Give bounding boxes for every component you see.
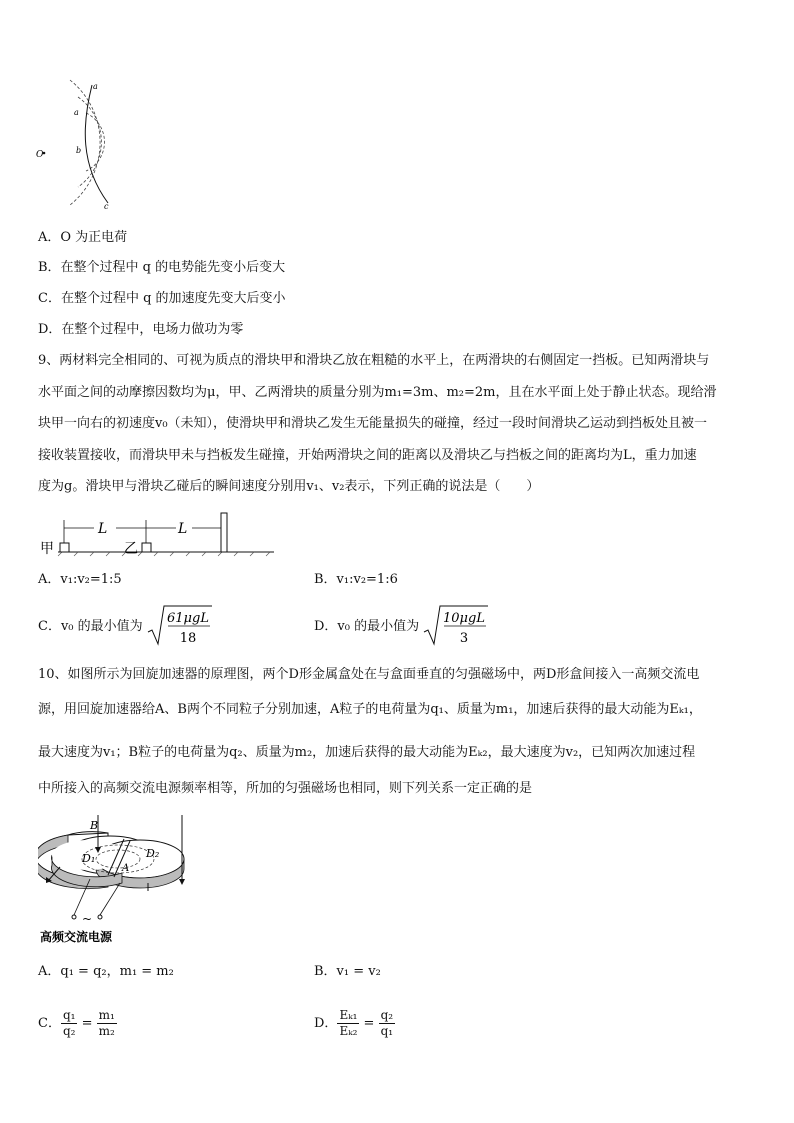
q8-option-c: C．在整个过程中 q 的加速度先变大后变小 <box>38 291 286 306</box>
q8-option-d: D．在整个过程中，电场力做功为零 <box>38 322 244 337</box>
q9-text-line: 9、两材料完全相同的、可视为质点的滑块甲和滑块乙放在粗糙的水平上，在两滑块的右侧固定一挡板。已知两滑块与 <box>38 353 710 368</box>
q10-label-a: A <box>122 863 130 874</box>
q10-option-d-prefix: D． <box>314 1016 338 1031</box>
q10-text-line: 中所接入的高频交流电源频率相等，所加的匀强磁场也相同，则下列关系一定正确的是 <box>38 781 533 796</box>
q10-option-d-frac-left: $\frac{\text{Eₖ₁}}{\text{Eₖ₂}}$ <box>339 1008 358 1038</box>
q9-option-d-sqrt <box>422 604 490 648</box>
q9-label-l2: L <box>178 521 188 537</box>
q8-label-o: O <box>36 150 44 160</box>
q9-option-d-num: 10μgL <box>443 611 485 626</box>
q10-option-c-frac-right: $\frac{\text{m₁}}{\text{m₂}}$ <box>98 1008 115 1038</box>
q10-option-b: B．v₁ = v₂ <box>314 964 381 979</box>
q9-text-line: 接收装置接收，而滑块甲未与挡板发生碰撞，开始两滑块之间的距离以及滑块乙与挡板之间的距离均为L，重力加速 <box>38 448 697 463</box>
q10-label-b: B <box>90 819 99 832</box>
q8-option-a: A．O 为正电荷 <box>38 230 128 245</box>
q9-option-d <box>314 617 419 637</box>
q10-text-line: 10、如图所示为回旋加速器的原理图，两个D形金属盒处在与盒面垂直的匀强磁场中，两D形盒间接入一高频交流电 <box>38 667 700 682</box>
q10-option-c: C． $\frac{\text{q₁}}{\text{q₂}}$ = $\frac{\text{m₁}}{\text{m₂}}$ <box>38 1008 115 1038</box>
q9-label-l1: L <box>98 521 108 537</box>
q8-field-figure <box>30 75 140 210</box>
q9-text-line: 水平面之间的动摩擦因数均为μ，甲、乙两滑块的质量分别为m₁=3m、m₂=2m，且在水平面上处于静止状态。现给滑 <box>38 385 717 400</box>
q9-option-a: A．v₁:v₂=1:5 <box>38 572 122 587</box>
q10-cyclotron-figure <box>38 815 198 950</box>
q10-text-line: 源，用回旋加速器给A、B两个不同粒子分别加速，A粒子的电荷量为q₁、质量为m₁，加速后获得的最大动能为Eₖ₁， <box>38 702 702 717</box>
q9-option-c-den: 18 <box>179 631 197 646</box>
q9-option-c-num: 61μgL <box>167 611 209 626</box>
q10-option-c-frac-left: $\frac{\text{q₁}}{\text{q₂}}$ <box>62 1008 76 1038</box>
q8-option-b: B．在整个过程中 q 的电势能先变小后变大 <box>38 260 286 275</box>
q9-option-d-den: 3 <box>459 631 469 646</box>
q9-option-b: B．v₁:v₂=1:6 <box>314 572 398 587</box>
q9-option-c-sqrt <box>146 604 214 648</box>
q10-option-d-frac-right: $\frac{\text{q₂}}{\text{q₁}}$ <box>380 1008 394 1038</box>
q9-sliders-figure <box>38 508 278 558</box>
q8-label-c: c <box>104 202 109 210</box>
svg-text:a: a <box>74 108 79 117</box>
q8-label-b: b <box>76 146 82 155</box>
q9-text-line: 块甲一向右的初速度v₀（未知），使滑块甲和滑块乙发生无能量损失的碰撞，经过一段时间滑块乙运动到挡板处且被一 <box>38 416 708 431</box>
q9-option-c <box>38 617 143 637</box>
q10-label-d1: D₁ <box>82 852 96 865</box>
q8-label-a: a <box>93 82 98 91</box>
q9-label-yi: 乙 <box>124 541 138 557</box>
q9-text-line: 度为g。滑块甲与滑块乙碰后的瞬间速度分别用v₁、v₂表示，下列正确的说法是（ ） <box>38 479 540 494</box>
q10-option-a: A．q₁ = q₂，m₁ = m₂ <box>38 964 174 979</box>
q10-label-tilde: ~ <box>82 912 93 926</box>
q9-label-jia: 甲 <box>40 541 54 557</box>
q9-option-c-prefix: C．v₀ 的最小值为 <box>38 619 143 634</box>
q9-option-d-prefix: D．v₀ 的最小值为 <box>314 619 420 634</box>
q10-figure-caption: 高频交流电源 <box>40 930 113 944</box>
q10-text-line: 最大速度为v₁；B粒子的电荷量为q₂、质量为m₂，加速后获得的最大动能为Eₖ₂，最大速度为v₂，已知两次加速过程 <box>38 745 696 760</box>
q10-option-d: D． $\frac{\text{Eₖ₁}}{\text{Eₖ₂}}$ = $\frac{\text{q₂}}{\text{q₁}}$ <box>314 1008 394 1038</box>
q10-label-d2: D₂ <box>146 847 160 860</box>
q10-option-c-prefix: C． <box>38 1016 61 1031</box>
